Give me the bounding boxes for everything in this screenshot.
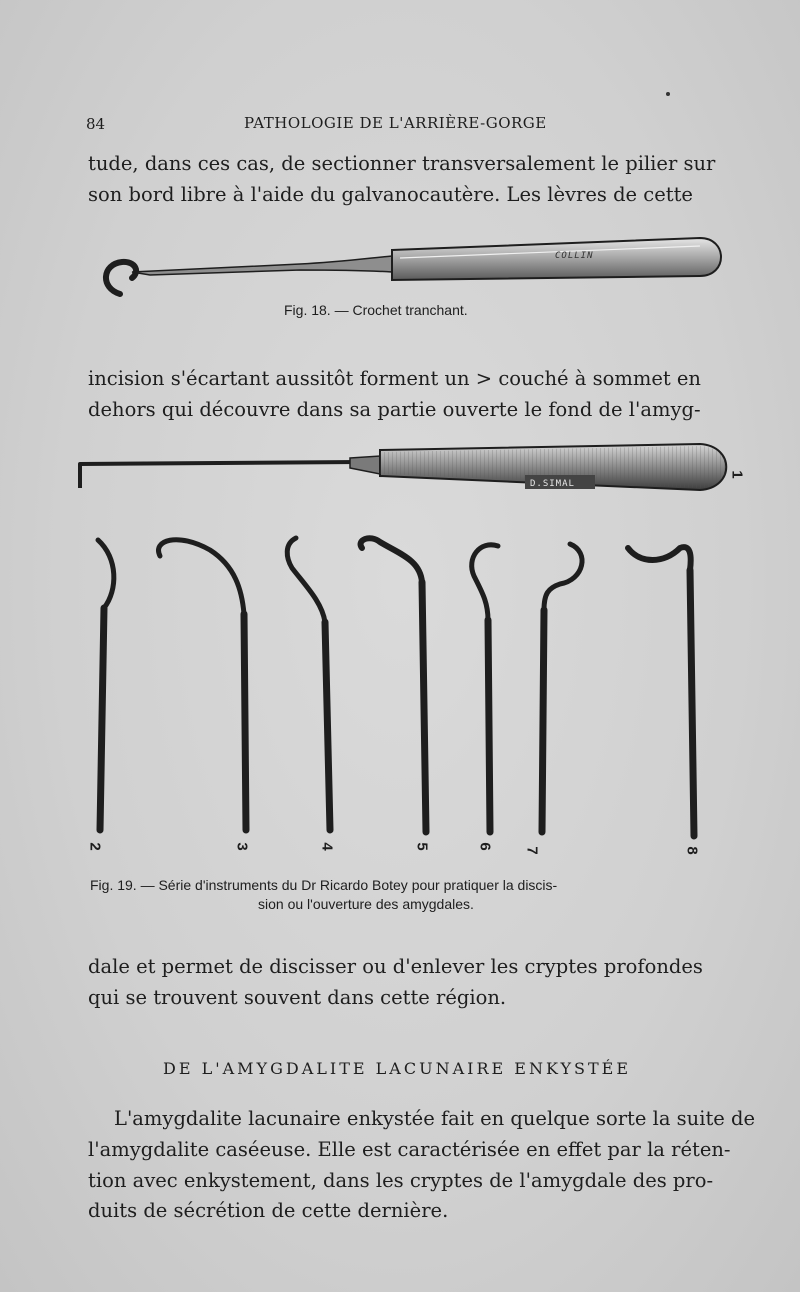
instrument-number-2: 2 (86, 842, 104, 851)
page-number: 84 (86, 115, 106, 133)
body-line: l'amygdalite caséeuse. Elle est caractérisée en effet par la réten- (88, 1138, 731, 1161)
body-line: dehors qui découvre dans sa partie ouverte le fond de l'amyg- (88, 398, 701, 421)
body-line: duits de sécrétion de cette dernière. (88, 1199, 449, 1222)
instrument-number-5: 5 (413, 842, 431, 851)
instrument-number-1: 1 (728, 470, 746, 479)
figure-19-hooks-series (0, 530, 800, 850)
figure-18-caption: Fig. 18. — Crochet tranchant. (284, 302, 468, 318)
body-line: dale et permet de discisser ou d'enlever les cryptes profondes (88, 955, 703, 978)
running-head: PATHOLOGIE DE L'ARRIÈRE-GORGE (244, 114, 547, 132)
body-line: incision s'écartant aussitôt forment un > couché à sommet en (88, 367, 701, 390)
figure-19-instrument-1 (0, 440, 800, 500)
figure-18-handle-mark: COLLIN (555, 251, 594, 261)
body-line: son bord libre à l'aide du galvanocautère. Les lèvres de cette (88, 183, 693, 206)
figure-18-hook-illustration (0, 228, 800, 298)
instrument-number-4: 4 (318, 842, 336, 851)
section-heading: DE L'AMYGDALITE LACUNAIRE ENKYSTÉE (163, 1059, 632, 1078)
body-line: L'amygdalite lacunaire enkystée fait en quelque sorte la suite de (114, 1107, 756, 1130)
figure-19-caption-line2: sion ou l'ouverture des amygdales. (258, 896, 474, 912)
body-line: tion avec enkystement, dans les cryptes de l'amygdale des pro- (88, 1169, 714, 1192)
instrument-number-8: 8 (683, 846, 701, 855)
ink-speck (666, 92, 670, 96)
instrument-number-7: 7 (523, 846, 541, 855)
instrument-number-3: 3 (233, 842, 251, 851)
figure-19-handle-mark: D.SIMAL (530, 479, 575, 489)
instrument-number-6: 6 (476, 842, 494, 851)
body-line: qui se trouvent souvent dans cette région. (88, 986, 507, 1009)
figure-19-caption-line1: Fig. 19. — Série d'instruments du Dr Ricardo Botey pour pratiquer la discis- (90, 877, 558, 893)
body-line: tude, dans ces cas, de sectionner transversalement le pilier sur (88, 152, 716, 175)
